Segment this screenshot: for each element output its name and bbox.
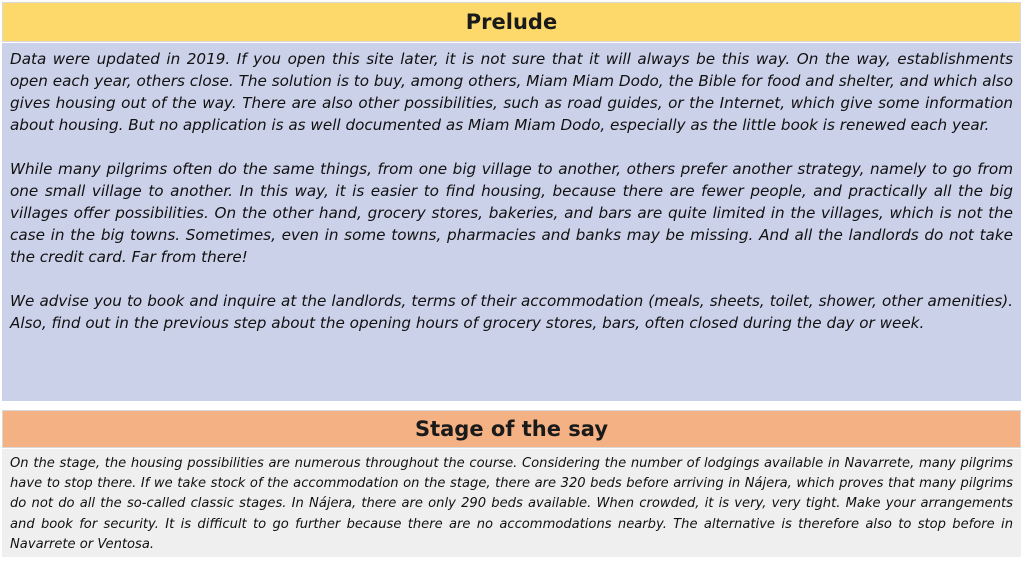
prelude-paragraph: While many pilgrims often do the same things, from one big village to another, others prefer another strategy, namely to go from one small village to another. In this way, it is easier to find housing, because there are fewer people, and practically all the big villages offer possibilities. On the other hand, grocery stores, bakeries, and bars are quite limited in the villages, which is not the case in the big towns. Sometimes, even in some towns, pharmacies and banks may be missing. And all the landlords do not take the credit card. Far from there! xyxy=(10,160,1013,266)
stage-heading: Stage of the say xyxy=(2,410,1021,448)
prelude-paragraph: Data were updated in 2019. If you open this site later, it is not sure that it will always be this way. On the way, establishments open each year, others close. The solution is to buy, among others, Miam Miam Dodo, the Bible for food and shelter, and which also gives housing out of the way. There are also other possibilities, such as road guides, or the Internet, which give some information about housing. But no application is as well documented as Miam Miam Dodo, especially as the little book is renewed each year. xyxy=(10,50,1013,134)
stage-text-block xyxy=(2,449,1021,557)
prelude-heading: Prelude xyxy=(2,2,1021,42)
stage-paragraph: On the stage, the housing possibilities are numerous throughout the course. Considering the number of lodgings available in Navarrete, many pilgrims have to stop there. If we take stock of the accommodation on the stage, there are 320 beds before arriving in Nájera, which proves that many pilgrims do not do all the so-called classic stages. In Nájera, there are only 290 beds available. When crowded, it is very, very tight. Make your arrangements and book for security. It is difficult to go further because there are no accommodations nearby. The alternative is therefore also to stop before in Navarrete or Ventosa. xyxy=(10,456,1013,552)
prelude-paragraph: We advise you to book and inquire at the landlords, terms of their accommodation (meals, sheets, toilet, shower, other amenities). Also, find out in the previous step about the opening hours of grocery stores, bars, often closed during the day or week. xyxy=(10,292,1013,332)
prelude-text-block xyxy=(2,43,1021,401)
